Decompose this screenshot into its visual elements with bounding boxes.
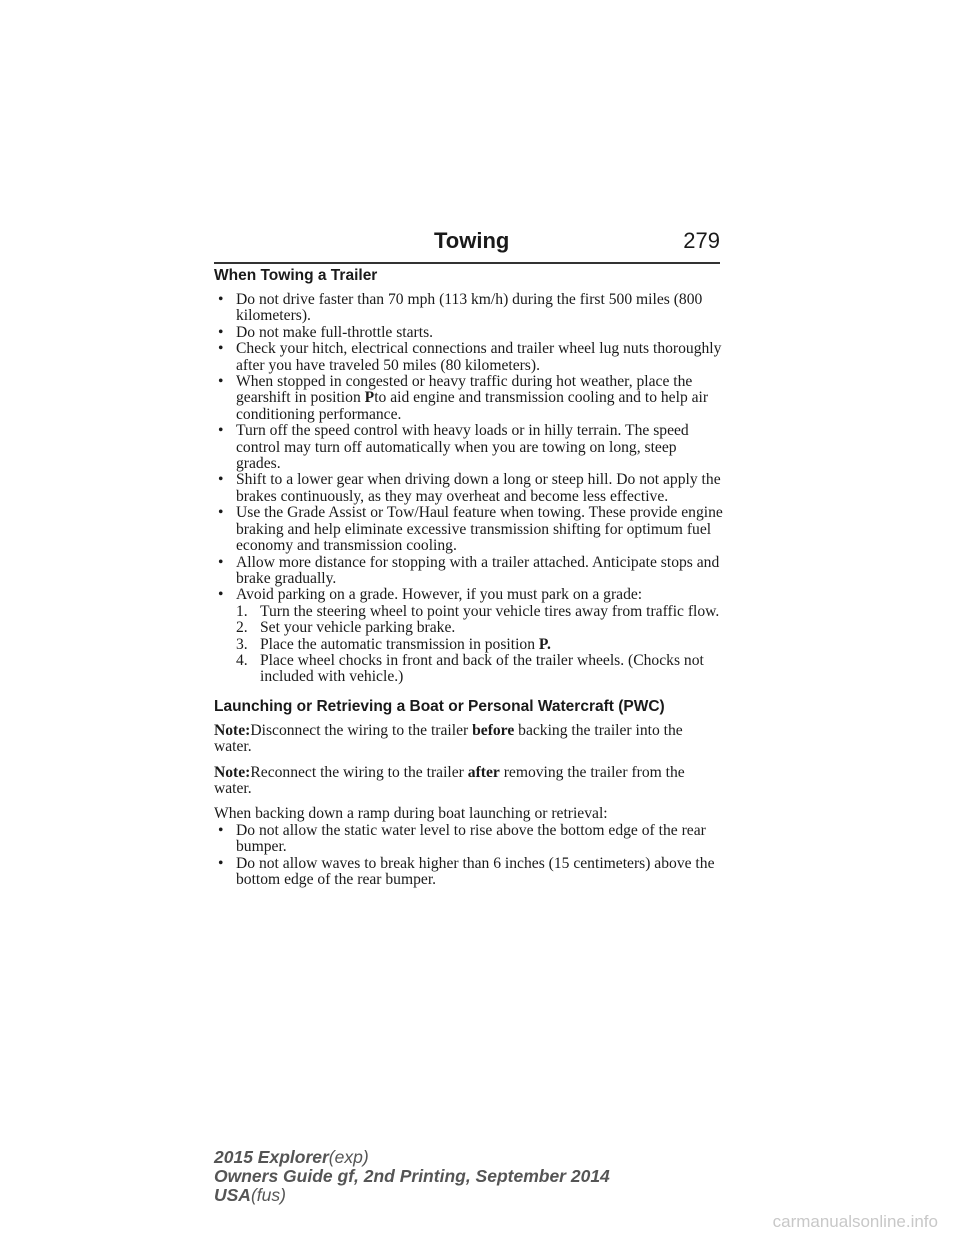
- list-item: • Do not make full-throttle starts.: [214, 325, 724, 341]
- section-heading-boat-launch: Launching or Retrieving a Boat or Personal Watercraft (PWC): [214, 697, 665, 715]
- list-item: • Allow more distance for stopping with a trailer attached. Anticipate stops and brake gradually.: [214, 555, 724, 588]
- list-item: • Shift to a lower gear when driving down a long or steep hill. Do not apply the brakes continuously, as they may overheat and become less effective.: [214, 472, 724, 505]
- ramp-tips-list: [214, 823, 724, 889]
- ramp-intro-text: When backing down a ramp during boat launching or retrieval:: [214, 805, 608, 823]
- step-item: 2. Set your vehicle parking brake.: [236, 619, 456, 637]
- parking-steps-list: [236, 604, 724, 686]
- list-item: • Check your hitch, electrical connections and trailer wheel lug nuts thoroughly after you have traveled 50 miles (80 kilometers).: [214, 341, 724, 374]
- page-footer: [214, 1148, 610, 1205]
- note-disconnect: Note:Disconnect the wiring to the trailer before backing the trailer into the water.: [214, 721, 683, 756]
- step-item: 4. Place wheel chocks in front and back of the trailer wheels. (Chocks not included with vehicle.): [236, 651, 704, 686]
- footer-model-line: 2015 Explorer(exp): [214, 1147, 369, 1167]
- watermark: carmanualsonline.info: [772, 1212, 938, 1231]
- list-item: • When stopped in congested or heavy traffic during hot weather, place the gearshift in position Pto aid engine and transmission cooling and to help air conditioning performance.: [214, 374, 724, 423]
- chapter-title: Towing: [434, 228, 510, 253]
- gear-position-label: P.: [538, 635, 551, 653]
- section-heading-when-towing: When Towing a Trailer: [214, 267, 378, 284]
- note-reconnect: Note:Reconnect the wiring to the trailer after removing the trailer from the water.: [214, 763, 685, 797]
- gear-position-label: P: [364, 389, 375, 407]
- list-item: • Turn off the speed control with heavy loads or in hilly terrain. The speed control may turn off automatically when you are towing on long, steep grades.: [214, 423, 724, 472]
- footer-market-line: USA(fus): [214, 1185, 286, 1205]
- list-item: • Do not drive faster than 70 mph (113 km/h) during the first 500 miles (800 kilometers).: [214, 292, 724, 325]
- page-header: [214, 228, 720, 264]
- step-item: 1. Turn the steering wheel to point your vehicle tires away from traffic flow.: [236, 602, 720, 620]
- step-item: 3. Place the automatic transmission in position P.: [236, 635, 551, 653]
- page-content: [214, 267, 724, 888]
- list-item: • Use the Grade Assist or Tow/Haul feature when towing. These provide engine braking and help eliminate excessive transmission shifting for optimum fuel economy and transmission cooling.: [214, 505, 724, 554]
- towing-tips-list: [214, 292, 724, 686]
- list-item: • Do not allow the static water level to rise above the bottom edge of the rear bumper.: [214, 823, 724, 856]
- page-number: 279: [683, 228, 720, 253]
- list-item: • Do not allow waves to break higher than 6 inches (15 centimeters) above the bottom edge of the rear bumper.: [214, 856, 724, 889]
- list-item: • Avoid parking on a grade. However, if you must park on a grade: 1. Turn the steering wheel to point your vehicle tires away from traffic flow. 2. Set your vehicle parking brake. 3. Place the automatic transmission in position P. 4. Place wheel chocks in front and back of the trailer wheels. (Chocks not included with vehicle.): [214, 587, 724, 685]
- footer-guide-line: Owners Guide gf, 2nd Printing, September 2014: [214, 1166, 610, 1186]
